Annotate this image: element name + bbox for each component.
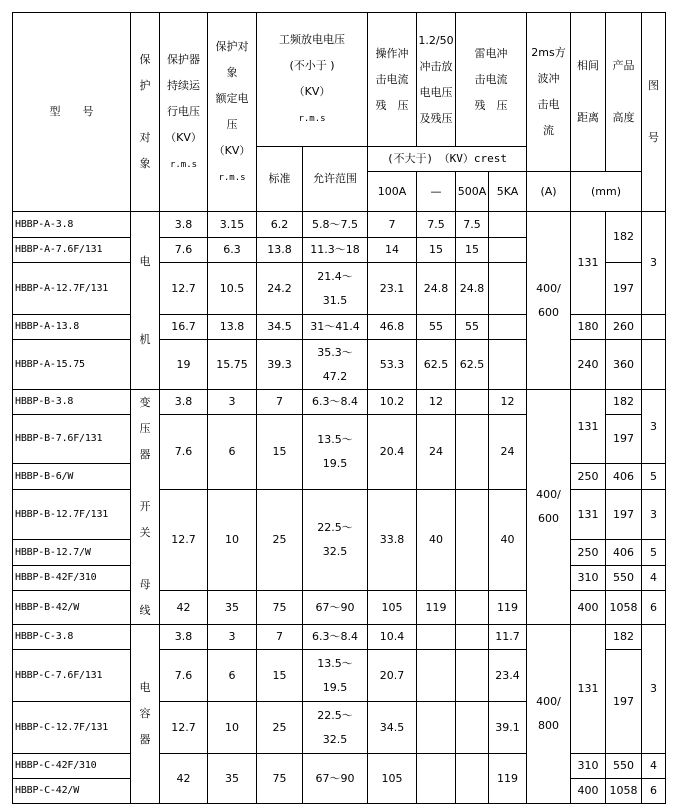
cell-500a <box>456 702 489 754</box>
cell-op: 20.4 <box>368 415 417 490</box>
cell-op: 33.8 <box>368 490 417 591</box>
cell-v2: 35 <box>208 591 257 625</box>
cell-5ka: 119 <box>489 754 527 804</box>
cell-imp <box>417 754 456 804</box>
cell-500a <box>456 415 489 490</box>
cell-v2: 6 <box>208 415 257 490</box>
cell-height: 406 <box>606 540 642 566</box>
cell-height: 182 <box>606 390 642 415</box>
model-cell: HBBP-B-7.6F/131 <box>13 415 131 464</box>
cell-imp: 40 <box>417 490 456 591</box>
table-row <box>13 212 666 238</box>
cell-5ka: 11.7 <box>489 625 527 650</box>
cell-op: 14 <box>368 238 417 263</box>
cell-height: 1058 <box>606 779 642 804</box>
cell-5ka <box>489 212 527 238</box>
header-op-impulse: 操作冲 击电流 残 压 <box>368 13 417 147</box>
cell-std: 34.5 <box>257 315 303 340</box>
header-allowed-range: 允许范围 <box>303 147 368 212</box>
cell-range: 22.5～ 32.5 <box>303 490 368 591</box>
cell-v1: 3.8 <box>160 390 208 415</box>
header-5ka: 5KA <box>489 172 527 212</box>
cell-height: 1058 <box>606 591 642 625</box>
group-motor: 电 机 <box>131 212 160 390</box>
cell-figure-b: 3 <box>642 390 666 464</box>
cell-imp: 62.5 <box>417 340 456 390</box>
group-capacitor: 电 容 器 <box>131 625 160 804</box>
cell-height: 197 <box>606 263 642 315</box>
cell-figure <box>642 315 666 340</box>
cell-5ka <box>489 238 527 263</box>
model-cell: HBBP-A-15.75 <box>13 340 131 390</box>
cell-imp <box>417 702 456 754</box>
cell-op: 7 <box>368 212 417 238</box>
model-cell: HBBP-B-42F/310 <box>13 566 131 591</box>
cell-height: 197 <box>606 650 642 754</box>
cell-v1: 19 <box>160 340 208 390</box>
cell-v2: 10 <box>208 702 257 754</box>
cell-spacing: 400 <box>571 779 606 804</box>
cell-figure: 6 <box>642 591 666 625</box>
cell-500a: 7.5 <box>456 212 489 238</box>
cell-range: 31～41.4 <box>303 315 368 340</box>
cell-op: 10.2 <box>368 390 417 415</box>
model-cell: HBBP-A-12.7F/131 <box>13 263 131 315</box>
cell-imp: 24 <box>417 415 456 490</box>
cell-height: 260 <box>606 315 642 340</box>
model-cell: HBBP-B-12.7/W <box>13 540 131 566</box>
header-spacing: 相间 距离 <box>571 13 606 172</box>
cell-height: 550 <box>606 566 642 591</box>
cell-v2: 6.3 <box>208 238 257 263</box>
cell-std: 25 <box>257 702 303 754</box>
cell-v1: 7.6 <box>160 650 208 702</box>
cell-std: 15 <box>257 650 303 702</box>
header-rated-voltage: 保护器 持续运 行电压 （KV） r.m.s <box>160 13 208 212</box>
cell-imp: 15 <box>417 238 456 263</box>
header-protect: 保 护 对 象 <box>131 13 160 212</box>
cell-spacing: 131 <box>571 490 606 540</box>
cell-std: 24.2 <box>257 263 303 315</box>
header-standard: 标准 <box>257 147 303 212</box>
cell-range: 11.3～18 <box>303 238 368 263</box>
cell-std: 39.3 <box>257 340 303 390</box>
cell-std: 75 <box>257 591 303 625</box>
cell-op: 10.4 <box>368 625 417 650</box>
cell-500a: 15 <box>456 238 489 263</box>
cell-std: 15 <box>257 415 303 490</box>
cell-imp <box>417 650 456 702</box>
cell-figure-a: 3 <box>642 212 666 315</box>
cell-range: 5.8～7.5 <box>303 212 368 238</box>
cell-5ka: 39.1 <box>489 702 527 754</box>
cell-height: 550 <box>606 754 642 779</box>
header-protected-voltage: 保护对 象 额定电 压 （KV） r.m.s <box>208 13 257 212</box>
cell-imp <box>417 625 456 650</box>
model-cell: HBBP-A-3.8 <box>13 212 131 238</box>
cell-height: 182 <box>606 625 642 650</box>
cell-spacing: 250 <box>571 464 606 490</box>
cell-range: 6.3～8.4 <box>303 390 368 415</box>
cell-imp: 12 <box>417 390 456 415</box>
cell-v1: 7.6 <box>160 415 208 490</box>
cell-op: 23.1 <box>368 263 417 315</box>
header-height: 产品 高度 <box>606 13 642 172</box>
cell-5ka: 40 <box>489 490 527 591</box>
cell-500a <box>456 490 489 591</box>
header-100a: 100A <box>368 172 417 212</box>
cell-figure: 5 <box>642 540 666 566</box>
cell-v1: 12.7 <box>160 702 208 754</box>
header-lightning: 雷电冲 击电流 残 压 <box>456 13 527 147</box>
cell-5ka: 12 <box>489 390 527 415</box>
cell-500a <box>456 625 489 650</box>
cell-v2: 3 <box>208 390 257 415</box>
header-dash: — <box>417 172 456 212</box>
cell-spacing: 250 <box>571 540 606 566</box>
cell-figure: 3 <box>642 490 666 540</box>
cell-spacing: 310 <box>571 754 606 779</box>
cell-v2: 15.75 <box>208 340 257 390</box>
model-cell: HBBP-B-42/W <box>13 591 131 625</box>
cell-v2: 6 <box>208 650 257 702</box>
cell-square-wave-c: 400/ 800 <box>527 625 571 804</box>
model-cell: HBBP-A-7.6F/131 <box>13 238 131 263</box>
header-impulse-12-50: 1.2/50 冲击放 电电压 及残压 <box>417 13 456 147</box>
cell-v1: 7.6 <box>160 238 208 263</box>
cell-v1: 12.7 <box>160 490 208 591</box>
cell-v2: 10 <box>208 490 257 591</box>
cell-500a: 55 <box>456 315 489 340</box>
cell-height: 197 <box>606 415 642 464</box>
cell-height: 197 <box>606 490 642 540</box>
cell-5ka: 119 <box>489 591 527 625</box>
cell-range: 67～90 <box>303 754 368 804</box>
cell-5ka: 23.4 <box>489 650 527 702</box>
cell-op: 20.7 <box>368 650 417 702</box>
cell-std: 13.8 <box>257 238 303 263</box>
cell-v2: 3 <box>208 625 257 650</box>
cell-figure-c: 3 <box>642 625 666 754</box>
cell-imp: 7.5 <box>417 212 456 238</box>
cell-range: 13.5～ 19.5 <box>303 415 368 490</box>
cell-v1: 16.7 <box>160 315 208 340</box>
cell-spacing-a: 131 <box>571 212 606 315</box>
cell-imp: 55 <box>417 315 456 340</box>
cell-spacing: 400 <box>571 591 606 625</box>
cell-figure: 5 <box>642 464 666 490</box>
cell-v1: 12.7 <box>160 263 208 315</box>
cell-range: 21.4～ 31.5 <box>303 263 368 315</box>
cell-imp: 24.8 <box>417 263 456 315</box>
cell-spacing: 180 <box>571 315 606 340</box>
cell-500a: 24.8 <box>456 263 489 315</box>
cell-spacing: 310 <box>571 566 606 591</box>
table-row <box>13 625 666 650</box>
cell-height: 182 <box>606 212 642 263</box>
model-cell: HBBP-B-6/W <box>13 464 131 490</box>
cell-spacing-b: 131 <box>571 390 606 464</box>
cell-std: 7 <box>257 390 303 415</box>
cell-500a <box>456 390 489 415</box>
model-cell: HBBP-C-42/W <box>13 779 131 804</box>
cell-square-wave-b: 400/ 600 <box>527 390 571 625</box>
cell-op: 105 <box>368 591 417 625</box>
cell-range: 13.5～ 19.5 <box>303 650 368 702</box>
cell-500a <box>456 754 489 804</box>
model-cell: HBBP-B-12.7F/131 <box>13 490 131 540</box>
cell-spacing-c: 131 <box>571 625 606 754</box>
header-crest-note: (不大于) （KV）crest <box>368 147 527 172</box>
cell-v1: 42 <box>160 591 208 625</box>
cell-figure: 4 <box>642 566 666 591</box>
cell-range: 22.5～ 32.5 <box>303 702 368 754</box>
cell-range: 6.3～8.4 <box>303 625 368 650</box>
header-unit-mm: (mm) <box>571 172 642 212</box>
cell-500a <box>456 650 489 702</box>
cell-std: 25 <box>257 490 303 591</box>
table-row <box>13 390 666 415</box>
cell-5ka <box>489 315 527 340</box>
model-cell: HBBP-C-7.6F/131 <box>13 650 131 702</box>
cell-5ka <box>489 263 527 315</box>
cell-std: 75 <box>257 754 303 804</box>
cell-spacing: 240 <box>571 340 606 390</box>
cell-op: 105 <box>368 754 417 804</box>
model-cell: HBBP-B-3.8 <box>13 390 131 415</box>
cell-height: 360 <box>606 340 642 390</box>
header-figure: 图 号 <box>642 13 666 212</box>
cell-v2: 13.8 <box>208 315 257 340</box>
header-model: 型 号 <box>13 13 131 212</box>
cell-5ka <box>489 340 527 390</box>
cell-std: 7 <box>257 625 303 650</box>
cell-v1: 3.8 <box>160 625 208 650</box>
model-cell: HBBP-C-12.7F/131 <box>13 702 131 754</box>
cell-op: 34.5 <box>368 702 417 754</box>
cell-v2: 10.5 <box>208 263 257 315</box>
model-cell: HBBP-A-13.8 <box>13 315 131 340</box>
model-cell: HBBP-C-3.8 <box>13 625 131 650</box>
cell-v2: 35 <box>208 754 257 804</box>
spec-table <box>12 12 666 804</box>
cell-figure <box>642 340 666 390</box>
cell-square-wave-a: 400/ 600 <box>527 212 571 390</box>
header-500a: 500A <box>456 172 489 212</box>
cell-v2: 3.15 <box>208 212 257 238</box>
cell-imp: 119 <box>417 591 456 625</box>
cell-range: 67～90 <box>303 591 368 625</box>
cell-v1: 3.8 <box>160 212 208 238</box>
cell-op: 46.8 <box>368 315 417 340</box>
model-cell: HBBP-C-42F/310 <box>13 754 131 779</box>
cell-500a <box>456 591 489 625</box>
header-unit-a: (A) <box>527 172 571 212</box>
cell-500a: 62.5 <box>456 340 489 390</box>
group-transformer: 变 压 器 开 关 母 线 <box>131 390 160 625</box>
cell-figure: 6 <box>642 779 666 804</box>
cell-5ka: 24 <box>489 415 527 490</box>
header-square-wave: 2ms方 波冲 击电 流 <box>527 13 571 172</box>
cell-std: 6.2 <box>257 212 303 238</box>
cell-op: 53.3 <box>368 340 417 390</box>
cell-range: 35.3～ 47.2 <box>303 340 368 390</box>
cell-v1: 42 <box>160 754 208 804</box>
header-pf-voltage: 工频放电电压 (不小于 ) （KV） r.m.s <box>257 13 368 147</box>
cell-figure: 4 <box>642 754 666 779</box>
cell-height: 406 <box>606 464 642 490</box>
